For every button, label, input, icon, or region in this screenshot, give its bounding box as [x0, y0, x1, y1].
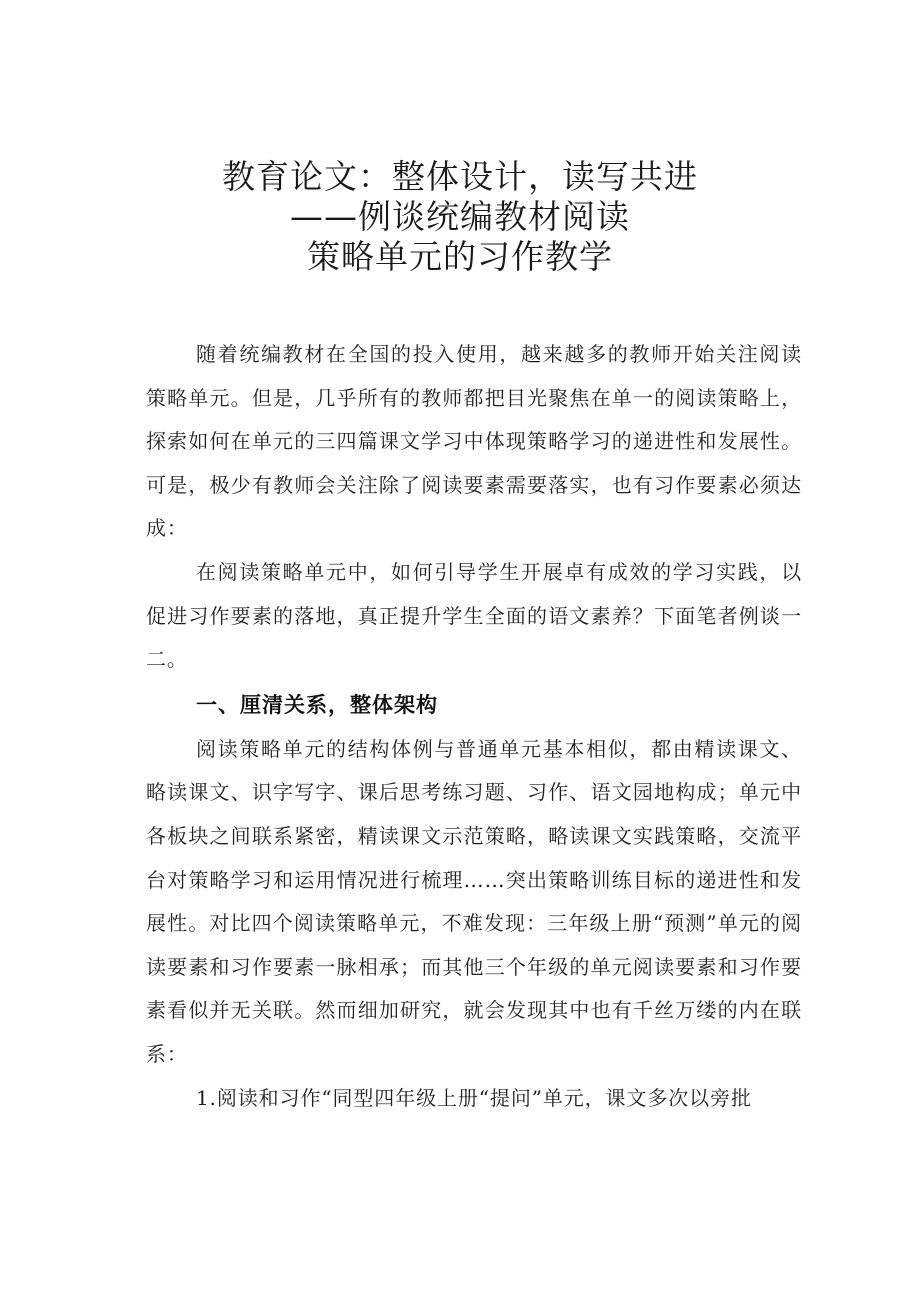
document-title — [0, 157, 920, 277]
title-line-2: ——例谈统编教材阅读 — [290, 197, 630, 236]
paragraph-point-1: 1.阅读和习作“同型四年级上册“提问”单元，课文多次以旁批 — [196, 1085, 752, 1110]
paragraph-structure: 阅读策略单元的结构体例与普通单元基本相似，都由精读课文、略读课文、识字写字、课后思考练习题、习作、语文园地构成；单元中各板块之间联系紧密，精读课文示范策略，略读课文实践策略，交流平台对策略学习和运用情况进行梳理……突出策略训练目标的递进性和发展性。对比四个阅读策略单元，不难发现：三年级上册“预测”单元的阅读要素和习作要素一脉相承；而其他三个年级的单元阅读要素和习作要素看似并无关联。然而细加研究，就会发现其中也有千丝万缕的内在联系： — [146, 736, 802, 1066]
paragraph-question: 在阅读策略单元中，如何引导学生开展卓有成效的学习实践，以促进习作要素的落地，真正提升学生全面的语文素养？下面笔者例谈一二。 — [146, 559, 802, 672]
document-body — [146, 333, 802, 1120]
section-heading-1: 一、厘清关系，整体架构 — [196, 692, 438, 717]
paragraph-intro: 随着统编教材在全国的投入使用，越来越多的教师开始关注阅读策略单元。但是，几乎所有的教师都把目光聚焦在单一的阅读策略上，探索如何在单元的三四篇课文学习中体现策略学习的递进性和发展性。可是，极少有教师会关注除了阅读要素需要落实，也有习作要素必须达成： — [146, 342, 802, 541]
title-line-1: 教育论文：整体设计，读写共进 — [222, 157, 698, 196]
title-line-3: 策略单元的习作教学 — [307, 237, 613, 276]
